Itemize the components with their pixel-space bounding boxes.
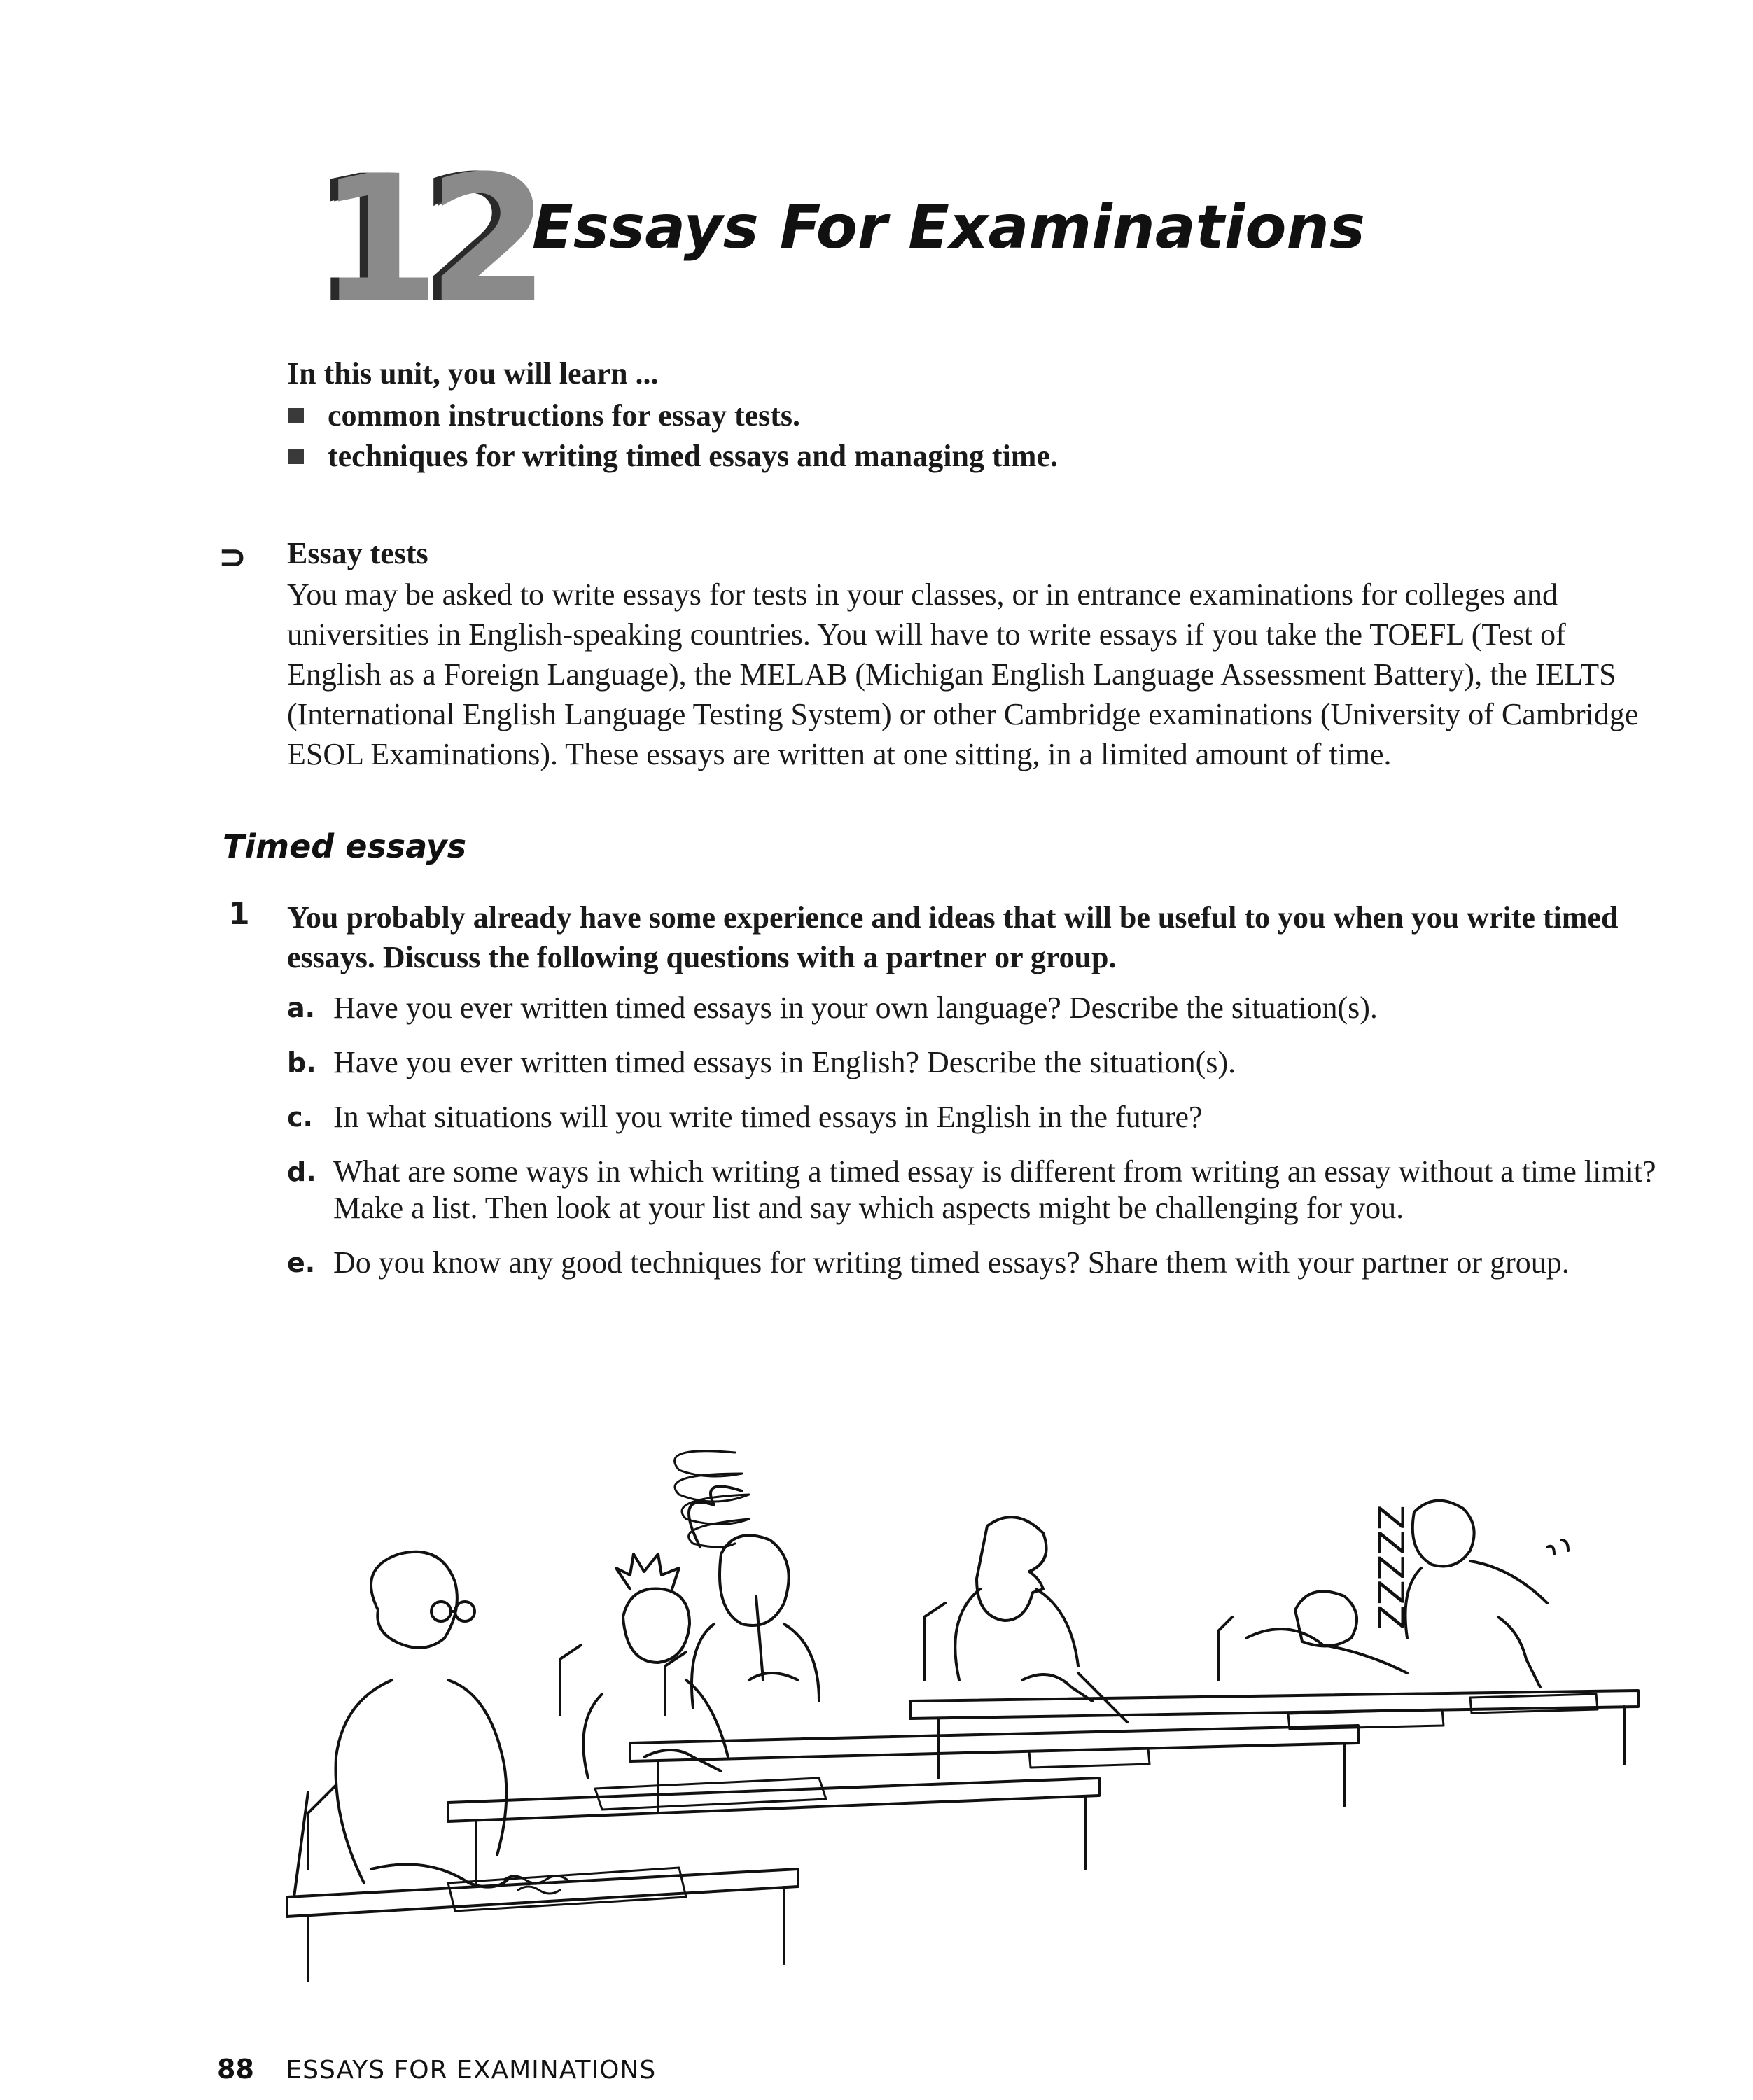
teacher-figure xyxy=(294,1552,511,1897)
section-heading: Timed essays xyxy=(223,827,467,865)
sleep-snore-text: ZZZZZ xyxy=(1369,1505,1411,1630)
question-item xyxy=(287,1245,1659,1281)
note-heading: Essay tests xyxy=(287,536,428,570)
question-list xyxy=(287,990,1659,1299)
question-letter: a. xyxy=(287,993,316,1023)
question-letter: c. xyxy=(287,1102,313,1133)
question-text: Do you know any good techniques for writing timed essays? Share them with your partner or group. xyxy=(333,1245,1570,1280)
task-number: 1 xyxy=(228,896,250,932)
objective-text: techniques for writing timed essays and managing time. xyxy=(328,439,1058,473)
objectives-list xyxy=(287,396,1617,477)
question-item xyxy=(287,1154,1659,1226)
essay-tests-note xyxy=(287,533,1659,774)
page-number: 88 xyxy=(217,2054,254,2085)
question-letter: d. xyxy=(287,1156,316,1187)
objectives-lead: In this unit, you will learn ... xyxy=(287,356,659,391)
chapter-title: Essays For Examinations xyxy=(532,192,1365,262)
note-body: You may be asked to write essays for tests in your classes, or in entrance examinations for colleges and universities in English-speaking countries. You will have to write essays if you take the TOEFL (Test of English as a Foreign Language), the MELAB (Michigan English Language Assessment Battery), the IELTS (International English Language Testing System) or other Cambridge examinations (University of Cambridge ESOL Examinations). These essays are written at one sitting, in a limited amount of time. xyxy=(287,578,1639,771)
unit-number: 12 xyxy=(319,138,537,342)
task-instruction: You probably already have some experience and ideas that will be useful to you when you write timed essays. Discuss the following questions with a partner or group. xyxy=(287,900,1619,974)
desk-row xyxy=(287,1690,1638,1981)
objective-item xyxy=(287,396,1617,436)
writing-student-figure xyxy=(924,1517,1127,1722)
question-text: What are some ways in which writing a timed essay is different from writing an essay without a time limit? Make a list. Then look at your list and say which aspects might be challenging for you. xyxy=(333,1154,1656,1225)
question-item xyxy=(287,1099,1659,1135)
objective-item xyxy=(287,436,1617,477)
question-item xyxy=(287,1044,1659,1081)
curved-arrow-icon: ⊃ xyxy=(218,538,247,577)
question-text: Have you ever written timed essays in English? Describe the situation(s). xyxy=(333,1045,1236,1079)
page-footer xyxy=(217,2054,656,2085)
unit-objectives xyxy=(287,356,1617,477)
exam-room-cartoon xyxy=(266,1449,1680,2023)
nervous-student-figure xyxy=(560,1554,728,1778)
cheating-student-figure xyxy=(1406,1501,1569,1687)
running-title: ESSAYS FOR EXAMINATIONS xyxy=(286,2056,657,2085)
bullet-square-icon xyxy=(288,449,304,464)
question-letter: e. xyxy=(287,1247,316,1278)
objective-text: common instructions for essay tests. xyxy=(328,398,801,433)
question-item xyxy=(287,990,1659,1026)
question-text: Have you ever written timed essays in your own language? Describe the situation(s). xyxy=(333,990,1378,1025)
question-letter: b. xyxy=(287,1047,316,1078)
question-text: In what situations will you write timed essays in English in the future? xyxy=(333,1100,1203,1134)
bullet-square-icon xyxy=(288,408,304,424)
